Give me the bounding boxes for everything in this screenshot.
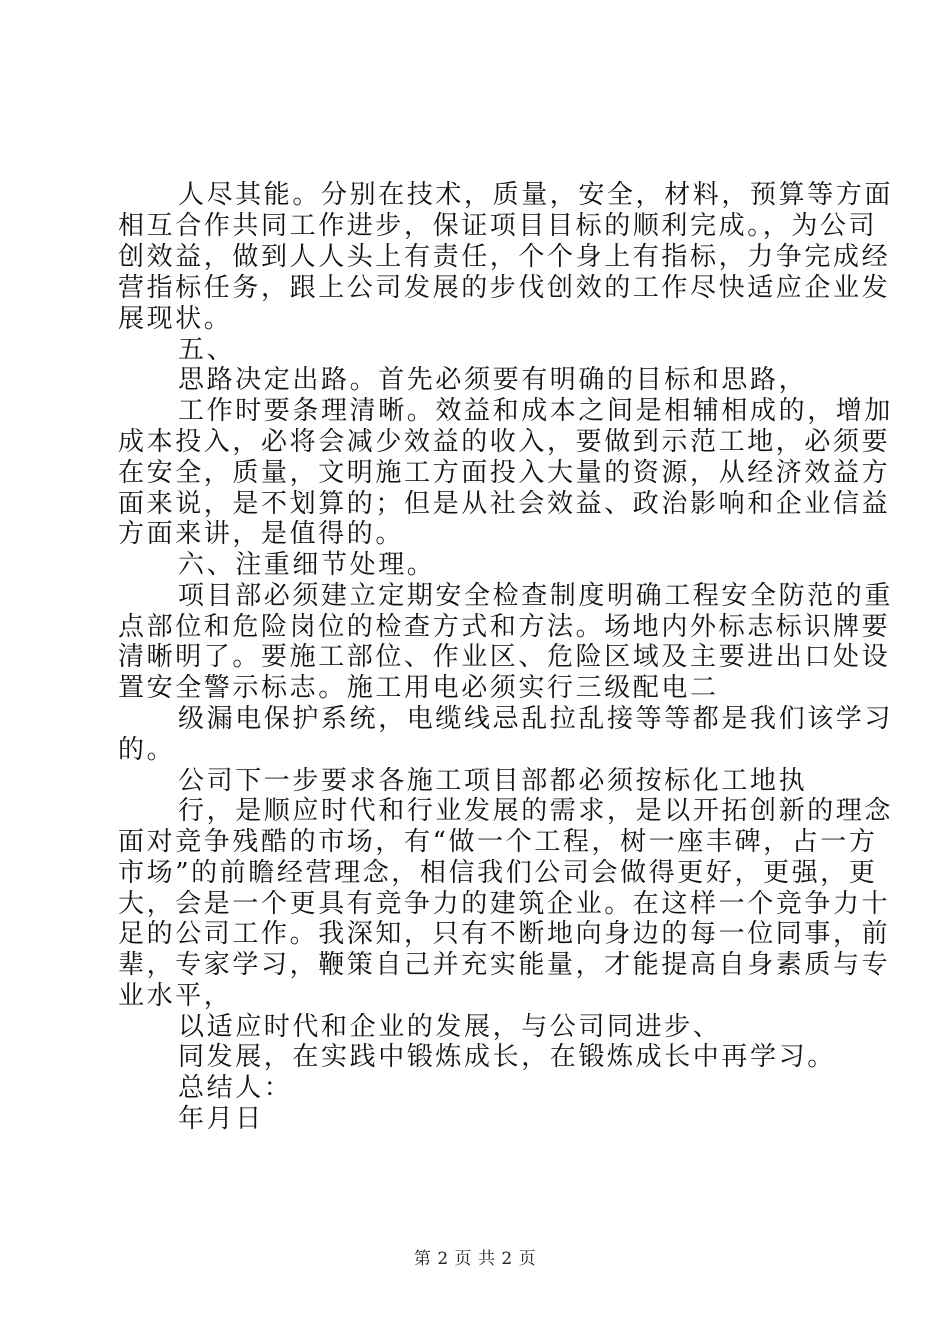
paragraph-line: 创效益，做到人人头上有责任，个个身上有指标，力争完成经 — [118, 242, 891, 272]
paragraph-line: 展现状。 — [118, 304, 233, 334]
paragraph-line: 行，是顺应时代和行业发展的需求，是以开拓创新的理念 — [178, 796, 894, 826]
paragraph-line: 以适应时代和企业的发展，与公司同进步、 — [178, 1012, 722, 1042]
signature-label: 总结人： — [178, 1073, 293, 1103]
paragraph-line: 的。 — [118, 735, 176, 765]
paragraph-line: 公司下一步要求各施工项目部都必须按标化工地执 — [178, 766, 808, 796]
paragraph-line: 相互合作共同工作进步，保证项目目标的顺利完成。，为公司 — [118, 211, 878, 241]
paragraph-line: 面来说，是不划算的；但是从社会效益、政治影响和企业信益 — [118, 489, 891, 519]
paragraph-line: 人尽其能。分别在技术，质量，安全，材料，预算等方面 — [178, 180, 894, 210]
paragraph-line: 思路决定出路。首先必须要有明确的目标和思路， — [178, 365, 808, 395]
page-footer: 第 2 页 共 2 页 — [413, 1249, 537, 1269]
paragraph-line: 足的公司工作。我深知，只有不断地向身边的每一位同事，前 — [118, 919, 891, 949]
paragraph-line: 辈，专家学习，鞭策自己并充实能量，才能提高自身素质与专 — [118, 950, 891, 980]
paragraph-line: 大，会是一个更具有竞争力的建筑企业。在这样一个竞争力十 — [118, 889, 891, 919]
paragraph-line: 清晰明了。要施工部位、作业区、危险区域及主要进出口处设 — [118, 642, 891, 672]
paragraph-line: 级漏电保护系统，电缆线忌乱拉乱接等等都是我们该学习 — [178, 704, 894, 734]
paragraph-line: 置安全警示标志。施工用电必须实行三级配电二 — [118, 673, 719, 703]
paragraph-line: 在安全，质量，文明施工方面投入大量的资源，从经济效益方 — [118, 458, 891, 488]
date-label: 年月日 — [178, 1104, 264, 1134]
paragraph-line: 同发展，在实践中锻炼成长，在锻炼成长中再学习。 — [178, 1042, 836, 1072]
paragraph-line: 工作时要条理清晰。效益和成本之间是相辅相成的，增加 — [178, 396, 894, 426]
paragraph-line: 业水平， — [118, 981, 233, 1011]
section-heading: 五、 — [178, 335, 236, 365]
paragraph-line: 方面来讲，是值得的。 — [118, 519, 405, 549]
paragraph-line: 项目部必须建立定期安全检查制度明确工程安全防范的重 — [178, 581, 894, 611]
paragraph-line: 市场”的前瞻经营理念，相信我们公司会做得更好，更强，更 — [118, 858, 878, 888]
paragraph-line: 营指标任务，跟上公司发展的步伐创效的工作尽快适应企业发 — [118, 273, 891, 303]
paragraph-line: 成本投入，必将会减少效益的收入，要做到示范工地，必须要 — [118, 427, 891, 457]
section-heading: 六、注重细节处理。 — [178, 550, 436, 580]
paragraph-line: 面对竞争残酷的市场，有“做一个工程，树一座丰碑，占一方 — [118, 827, 878, 857]
paragraph-line: 点部位和危险岗位的检查方式和方法。场地内外标志标识牌要 — [118, 612, 891, 642]
